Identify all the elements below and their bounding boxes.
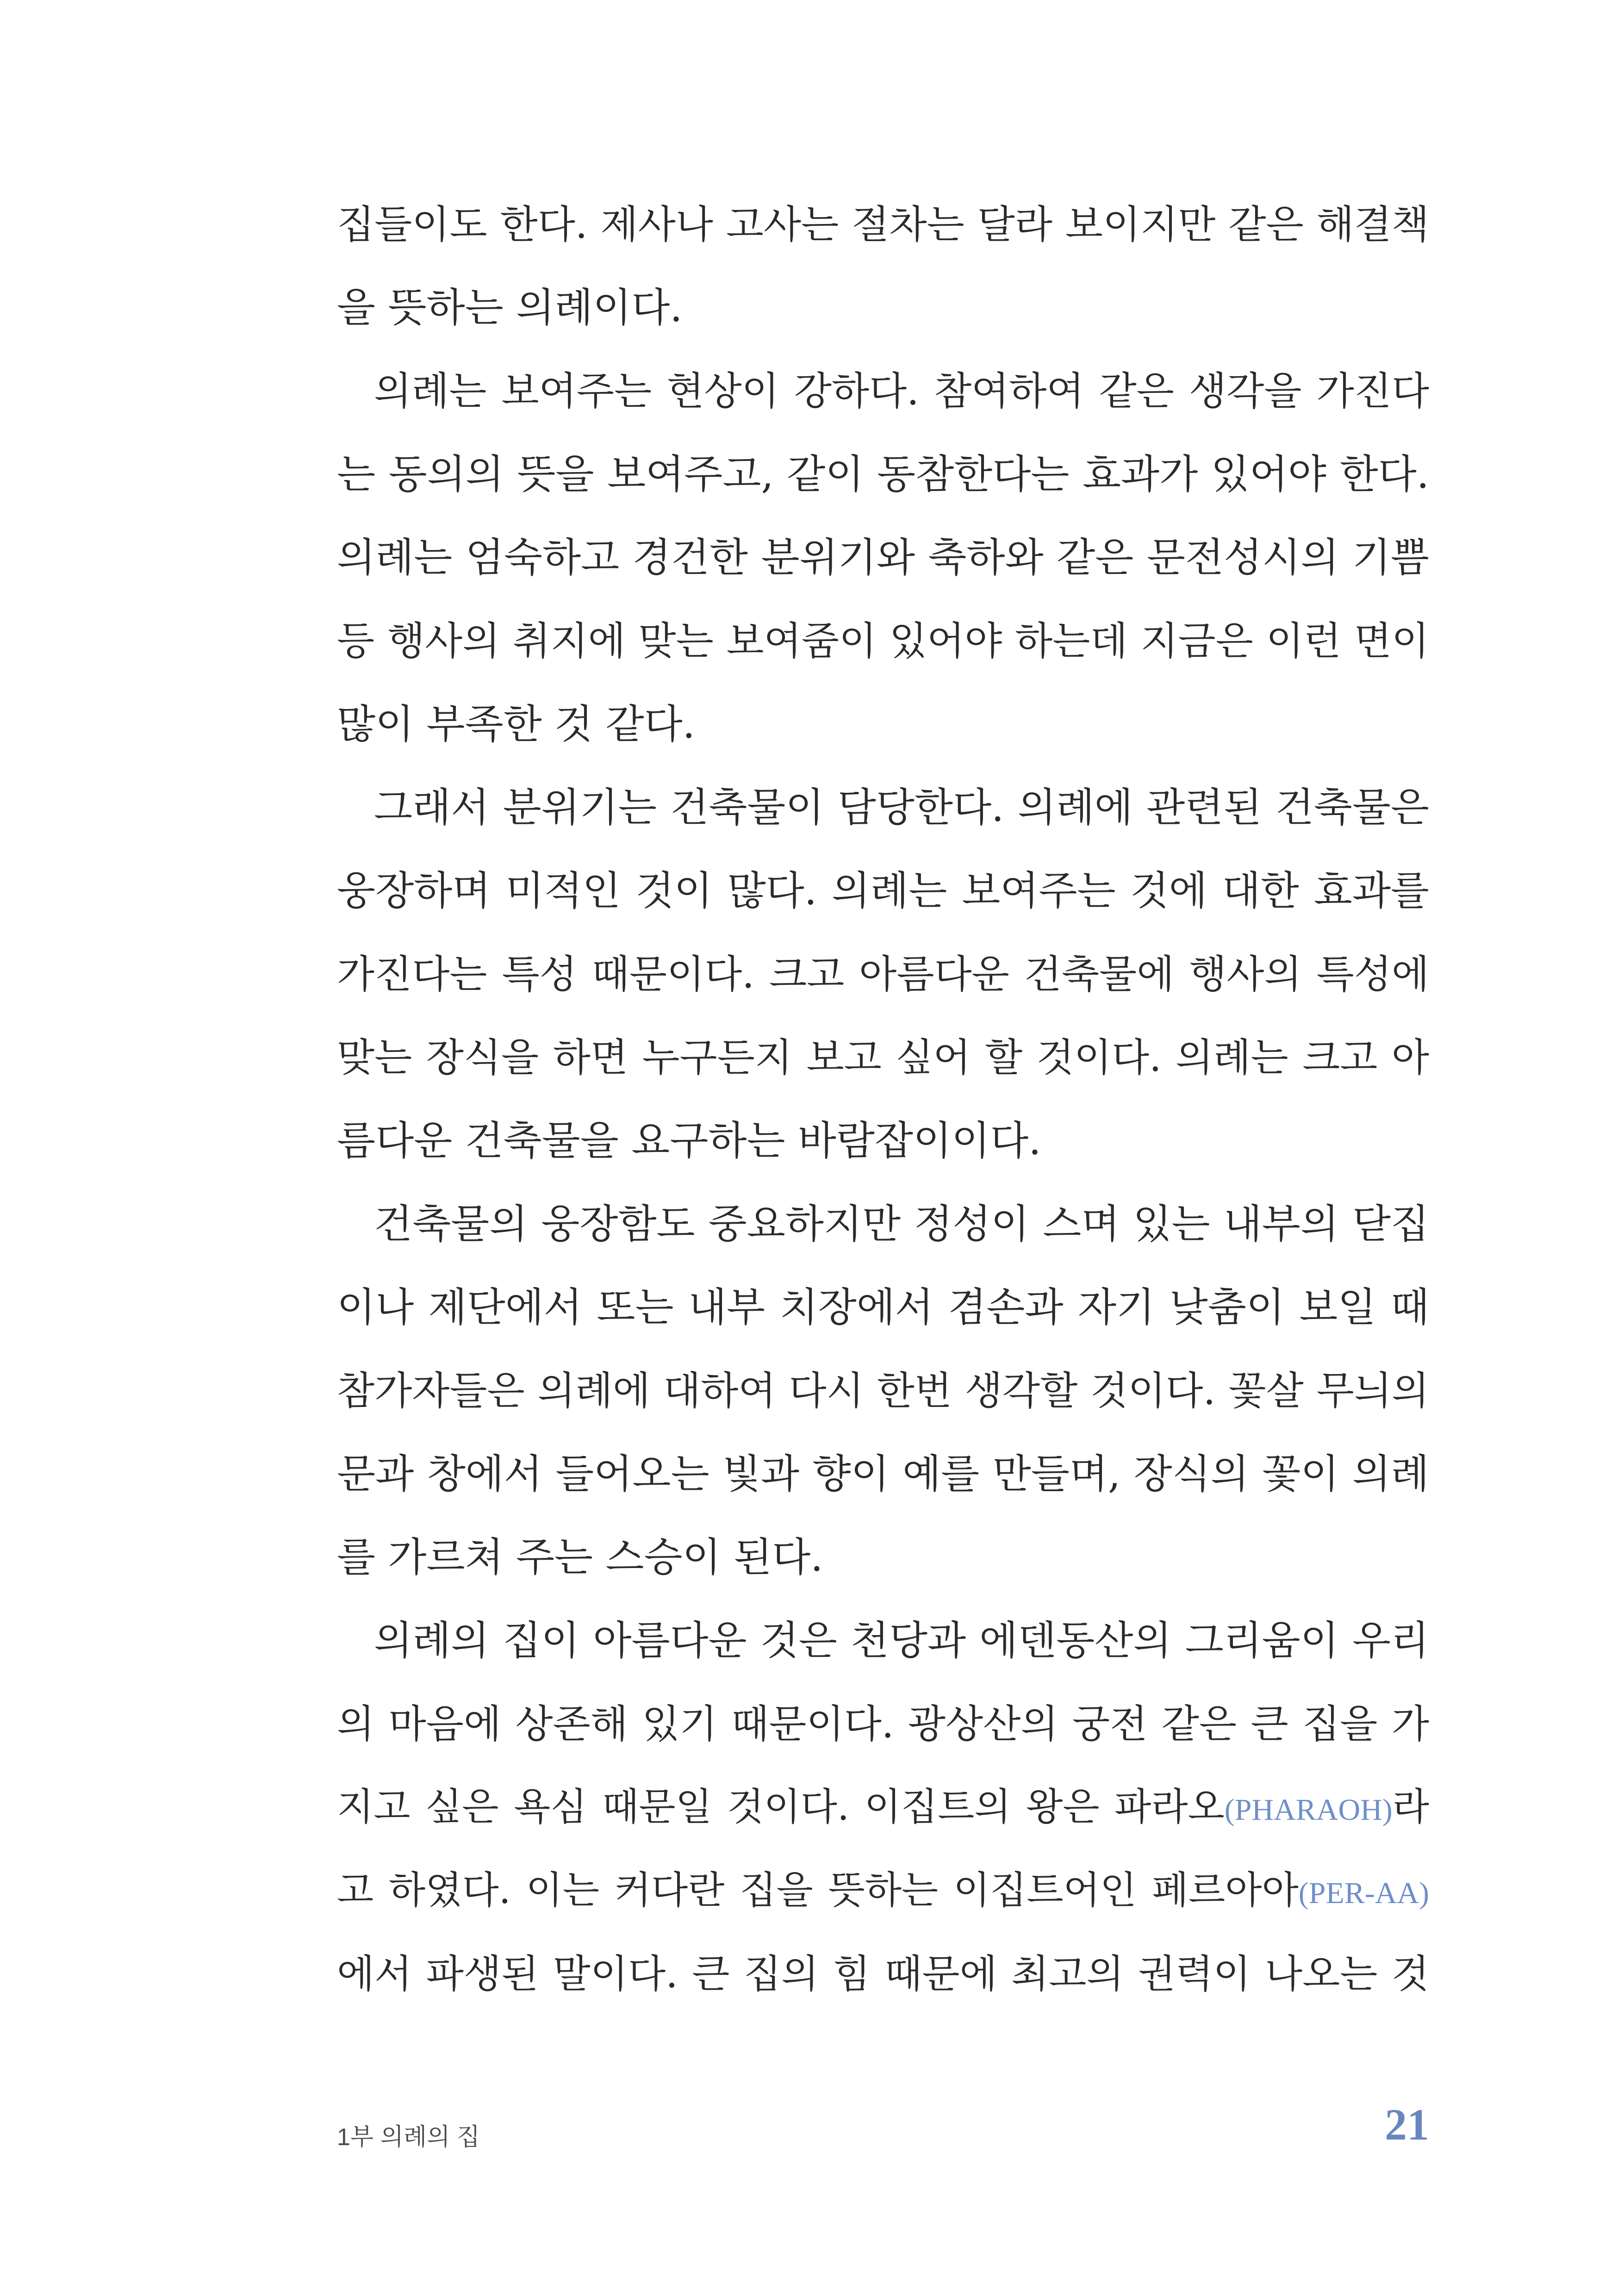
body-text [337, 183, 1429, 2016]
text-line: 가진다는 특성 때문이다. 크고 아름다운 건축물에 행사의 특성에 [337, 952, 1429, 997]
text-line: 지고 싶은 욕심 때문일 것이다. 이집트의 왕은 파라오(PHARAOH)라 [337, 1785, 1429, 1829]
text-line: 맞는 장식을 하면 누구든지 보고 싶어 할 것이다. 의례는 크고 아 [337, 1035, 1429, 1080]
page-number: 21 [1385, 2100, 1429, 2149]
text-line: 에서 파생된 말이다. 큰 집의 힘 때문에 최고의 권력이 나오는 것 [337, 1951, 1429, 1997]
pharaoh-gloss: (PHARAOH) [1224, 1793, 1393, 1827]
text-line: 을 뜻하는 의례이다. [337, 285, 683, 331]
text-line: 는 동의의 뜻을 보여주고, 같이 동참한다는 효과가 있어야 한다. [337, 451, 1429, 498]
text-line: 의례는 엄숙하고 경건한 분위기와 축하와 같은 문전성시의 기쁨 [337, 535, 1429, 581]
text-line: 의 마음에 상존해 있기 때문이다. 광상산의 궁전 같은 큰 집을 가 [337, 1701, 1429, 1747]
text-line: 건축물의 웅장함도 중요하지만 정성이 스며 있는 내부의 닫집 [374, 1201, 1429, 1247]
text-line: 고 하였다. 이는 커다란 집을 뜻하는 이집트어인 페르아아(PER-AA) [337, 1868, 1429, 1912]
text-line: 많이 부족한 것 같다. [337, 701, 695, 747]
text-line: 의례의 집이 아름다운 것은 천당과 에덴동산의 그리움이 우리 [374, 1618, 1429, 1664]
text-line: 웅장하며 미적인 것이 많다. 의례는 보여주는 것에 대한 효과를 [337, 868, 1429, 914]
text-line: 를 가르쳐 주는 스승이 된다. [337, 1534, 823, 1580]
running-footer-section: 1부 의례의 집 [337, 2124, 480, 2151]
text-line: 이나 제단에서 또는 내부 치장에서 겸손과 자기 낮춤이 보일 때 [337, 1284, 1429, 1331]
text-line: 의례는 보여주는 현상이 강하다. 참여하여 같은 생각을 가진다 [374, 368, 1429, 414]
per-aa-gloss: (PER-AA) [1298, 1876, 1429, 1910]
text-line: 등 행사의 취지에 맞는 보여줌이 있어야 하는데 지금은 이런 면이 [337, 618, 1429, 664]
text-line: 집들이도 한다. 제사나 고사는 절차는 달라 보이지만 같은 해결책 [337, 202, 1429, 247]
text-line: 그래서 분위기는 건축물이 담당한다. 의례에 관련된 건축물은 [374, 784, 1429, 831]
text-line: 름다운 건축물을 요구하는 바람잡이이다. [337, 1118, 1041, 1164]
text-line: 문과 창에서 들어오는 빛과 향이 예를 만들며, 장식의 꽃이 의례 [337, 1451, 1429, 1497]
text-line: 참가자들은 의례에 대하여 다시 한번 생각할 것이다. 꽃살 무늬의 [337, 1368, 1429, 1413]
